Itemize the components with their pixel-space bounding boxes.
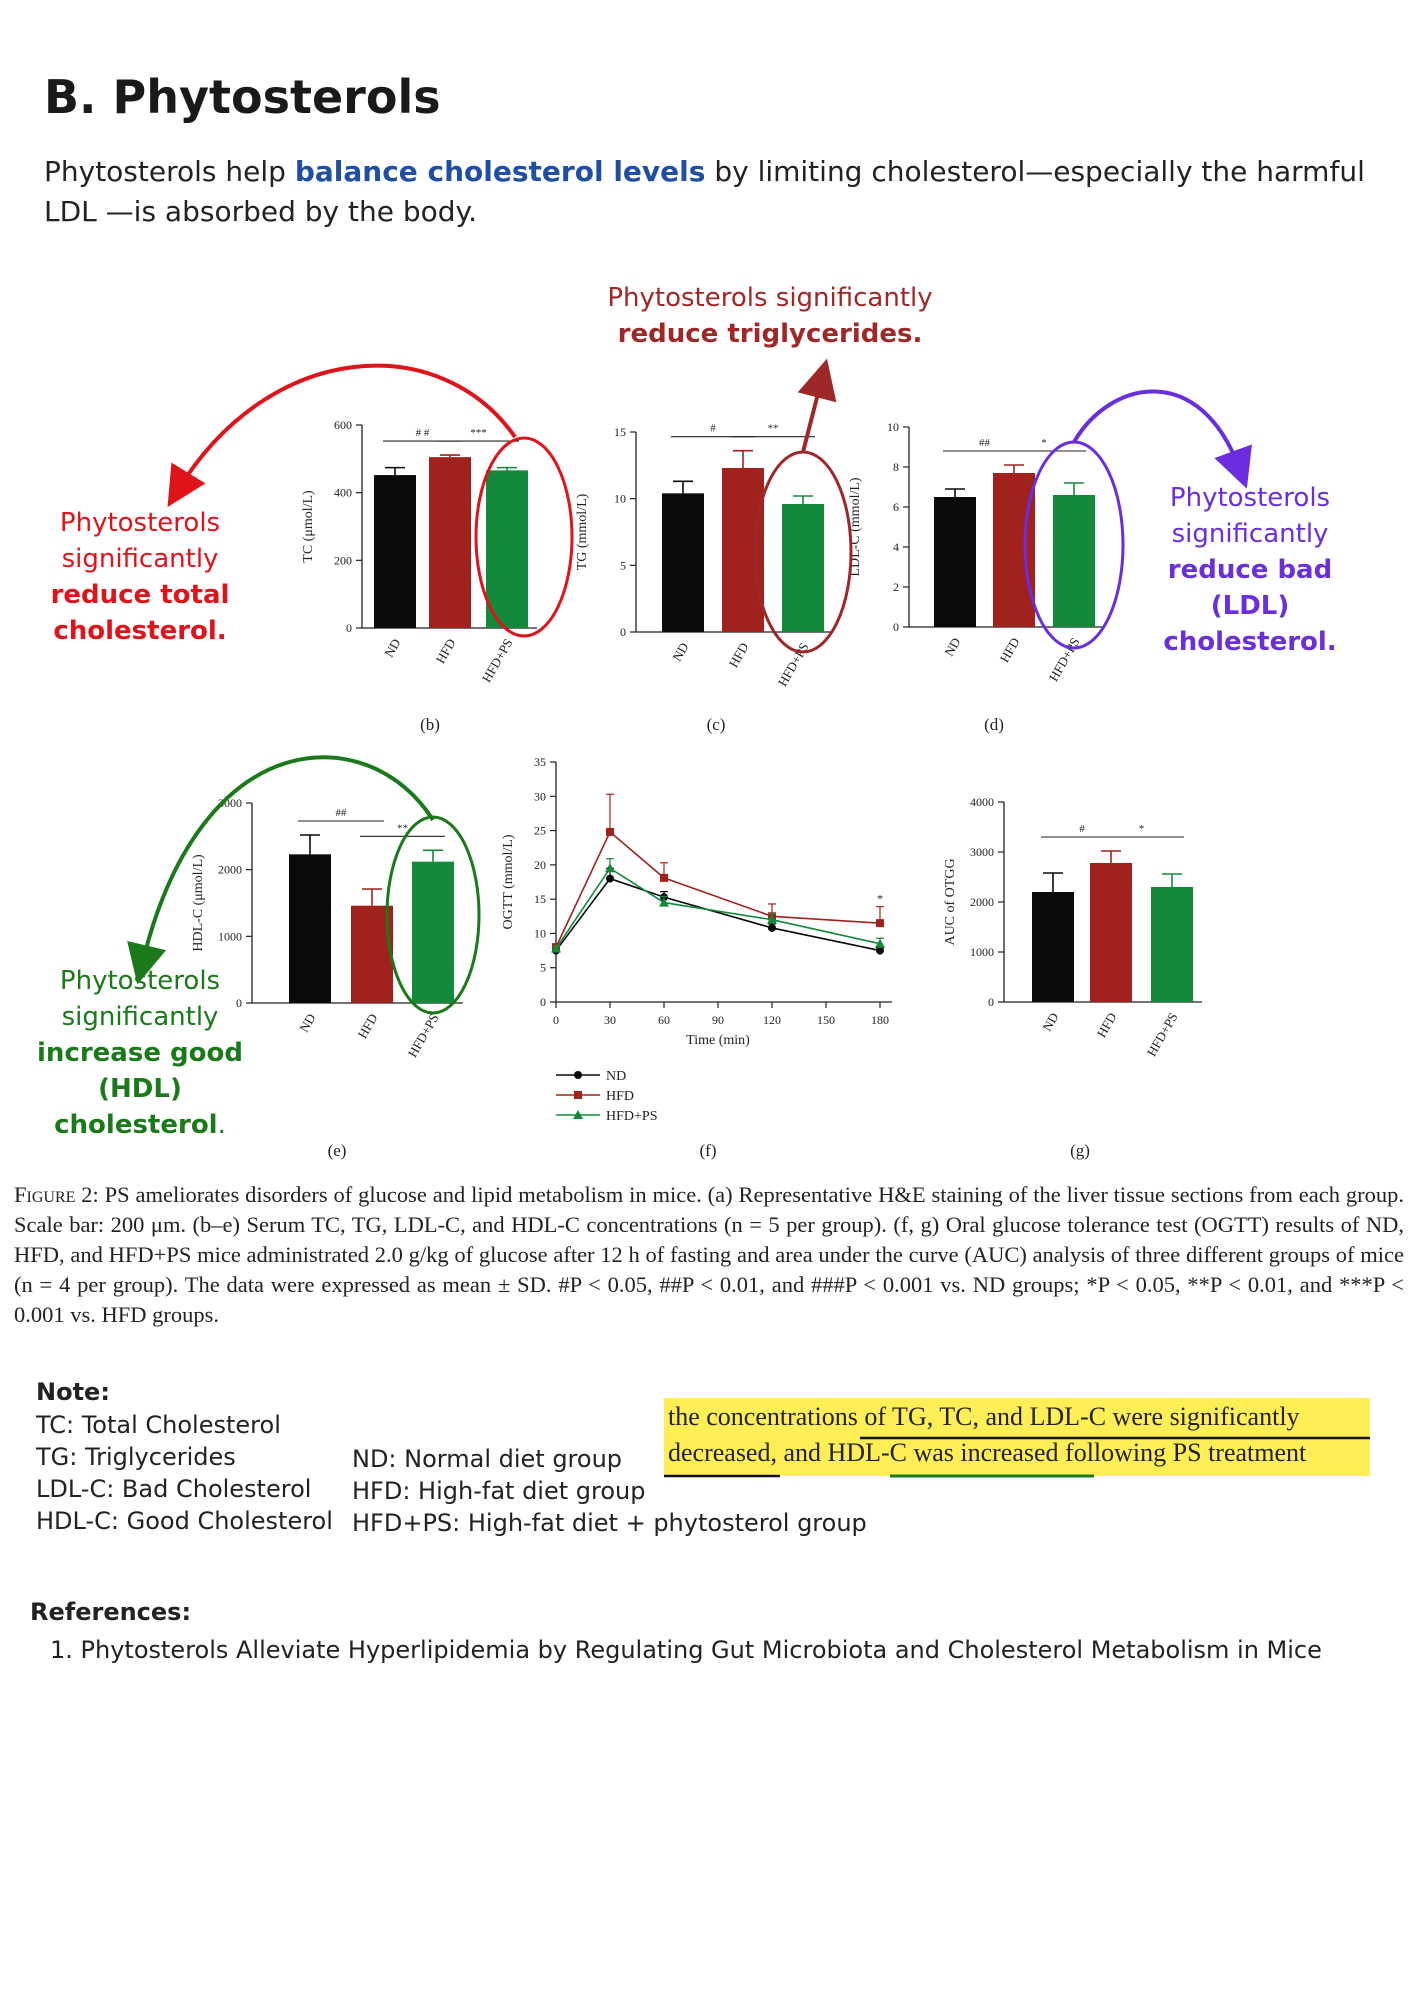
note-right-1: HFD: High-fat diet group [352, 1477, 646, 1505]
note-left-3: HDL-C: Good Cholesterol [36, 1507, 333, 1535]
hdl-annotation-bold2: (HDL) cholesterol [54, 1074, 218, 1140]
chart-g-category-0: ND [1039, 1010, 1062, 1034]
hdl-annotation-line2: significantly [61, 1002, 219, 1032]
chart-f-legend-marker-1 [574, 1091, 582, 1099]
chart-c-y-tick-label-1: 5 [620, 558, 626, 573]
caption-label: Figure 2: [14, 1182, 99, 1207]
hdl-annotation-bold1: increase good [37, 1038, 243, 1068]
chart-d-y-tick-label-2: 4 [893, 540, 899, 554]
chart-f-y-tick-label-2: 10 [534, 926, 546, 941]
chart-e-y-tick-label-0: 0 [236, 996, 242, 1010]
chart-f-legend-marker-0 [574, 1071, 582, 1079]
chart-c-ylabel: TG (mmol/L) [575, 493, 590, 571]
chart-g-sig-label-1: * [1138, 823, 1145, 835]
chart-b-category-2: HFD+PS [478, 636, 516, 685]
highlight-line2: decreased, and HDL-C was increased following PS treatment [668, 1438, 1307, 1467]
chart-f-legend-label-0: ND [606, 1069, 627, 1084]
chart-c-sig-label-0: # [710, 422, 716, 435]
chart-b-sig-label-1: *** [470, 427, 487, 440]
chart-g-y-tick-label-0: 0 [988, 995, 994, 1009]
chart-f-legend-label-2: HFD+PS [606, 1109, 658, 1124]
chart-f-series-0-point-4 [876, 947, 884, 955]
chart-g-bar-0 [1032, 892, 1074, 1002]
chart-b-ylabel: TC (μmol/L) [301, 490, 316, 563]
hdl-annotation [10, 963, 270, 1143]
chart-f-series-line-1 [556, 832, 880, 947]
chart-c-category-2: HFD+PS [774, 640, 812, 689]
chart-g-y-tick-label-1: 1000 [970, 945, 994, 959]
highlight-line1: the concentrations of TG, TC, and LDL-C were significantly [668, 1402, 1300, 1431]
tg-annotation [580, 280, 960, 352]
chart-f-series-0-point-3 [768, 924, 776, 932]
chart-d-sig-label-0: ## [979, 437, 990, 449]
chart-g-panel-label: (g) [1070, 1141, 1090, 1160]
chart-f-y-tick-label-3: 15 [534, 892, 546, 907]
chart-f-x-tick-label-6: 180 [871, 1013, 889, 1027]
chart-b-y-tick-label-3: 600 [334, 418, 352, 432]
highlight-underlines [664, 1436, 1374, 1480]
chart-d-bar-2 [1053, 495, 1095, 627]
chart-c-category-1: HFD [725, 640, 752, 671]
chart-d-y-tick-label-0: 0 [893, 620, 899, 634]
note-right-0: ND: Normal diet group [352, 1445, 623, 1473]
chart-f-series-1-point-1 [606, 828, 614, 836]
chart-f-series-line-0 [556, 879, 880, 951]
chart-e-sig-label-1: ** [397, 822, 408, 835]
note-left-0: TC: Total Cholesterol [36, 1411, 281, 1439]
intro-highlight: balance cholesterol levels [294, 155, 706, 188]
chart-f-series-1-point-2 [660, 874, 668, 882]
chart-b-y-tick-label-1: 200 [334, 553, 352, 568]
chart-c-y-tick-label-3: 15 [614, 425, 626, 439]
chart-d-panel-label: (d) [984, 715, 1004, 734]
chart-d-category-1: HFD [996, 635, 1023, 666]
chart-f-x-tick-label-3: 90 [712, 1013, 724, 1027]
chart-c-panel-label: (c) [706, 715, 726, 734]
chart-e-category-2: HFD+PS [404, 1011, 442, 1060]
chart-f-y-tick-label-0: 0 [540, 995, 546, 1009]
chart-e-category-0: ND [296, 1011, 319, 1035]
note-right-2: HFD+PS: High-fat diet + phytosterol group [352, 1509, 867, 1537]
chart-f-x-tick-label-2: 60 [658, 1013, 670, 1027]
chart-c-category-0: ND [669, 640, 692, 664]
chart-e-ylabel: HDL-C (μmol/L) [191, 854, 206, 952]
ldl-annotation-bold1: reduce bad (LDL) [1167, 555, 1333, 621]
tg-annotation-line1: Phytosterols significantly [607, 283, 933, 313]
tc-annotation-bold2: cholesterol. [53, 616, 227, 646]
chart-f-y-tick-label-5: 25 [534, 823, 546, 838]
chart-f-ylabel: OGTT (mmol/L) [501, 834, 516, 930]
chart-c-y-tick-label-0: 0 [620, 625, 626, 639]
chart-e-panel-label: (e) [327, 1141, 347, 1160]
chart-g-bar-2 [1151, 887, 1193, 1002]
intro-text-end: by limiting cholesterol—especially the harmful LDL —is absorbed by the body. [44, 155, 1365, 228]
chart-d-ylabel: LDL-C (mmol/L) [848, 477, 863, 577]
chart-d-y-tick-label-5: 10 [887, 420, 899, 434]
chart-c-bar-2 [782, 504, 824, 632]
hdl-annotation-line1: Phytosterols [59, 966, 221, 996]
note-left-1: TG: Triglycerides [36, 1443, 236, 1471]
chart-b-panel-label: (b) [420, 715, 440, 734]
chart-e-y-tick-label-2: 2000 [218, 862, 242, 877]
chart-d-bar-1 [993, 473, 1035, 627]
chart-f-xlabel: Time (min) [686, 1033, 750, 1048]
chart-d-category-0: ND [941, 635, 964, 659]
chart-b-bar-0 [374, 475, 416, 628]
chart-f-y-tick-label-6: 30 [534, 789, 546, 804]
chart-c-sig-label-1: ** [767, 422, 779, 435]
chart-d-y-tick-label-4: 8 [893, 460, 899, 474]
chart-f-series-1-point-4 [876, 919, 884, 927]
chart-b-bar-2 [486, 470, 528, 628]
chart-f-series-0-point-1 [606, 875, 614, 883]
chart-f-x-tick-label-1: 30 [604, 1013, 616, 1027]
chart-b-y-tick-label-2: 400 [334, 485, 352, 500]
reference-item: 1. Phytosterols Alleviate Hyperlipidemia by Regulating Gut Microbiota and Cholesterol Metabolism in Mice [50, 1636, 1322, 1664]
caption-text: PS ameliorates disorders of glucose and lipid metabolism in mice. (a) Representative H&E staining of the liver tissue sections from each group. Scale bar: 200 μm. (b–e) Serum TC, TG, LDL-C, and HDL-C concentrations (n = 5 per group). (f, g) Oral glucose tolerance test (OGTT) results of ND, HFD, and HFD+PS mice administrated 2.0 g/kg of glucose after 12 h of fasting and area under the curve (AUC) analysis of three different groups of mice (n = 4 per group). The data were expressed as mean ± SD. #P < 0.05, ##P < 0.01, and ###P < 0.001 vs. ND groups; *P < 0.05, **P < 0.01, and ***P < 0.001 vs. HFD groups. [14, 1182, 1404, 1327]
chart-d-y-tick-label-3: 6 [893, 500, 899, 514]
chart-e-sig-label-0: ## [335, 807, 347, 819]
chart-c-bar-1 [722, 468, 764, 632]
chart-f-annotation: * [877, 891, 883, 906]
chart-f-x-tick-label-4: 120 [763, 1013, 781, 1027]
chart-f-legend-label-1: HFD [606, 1089, 635, 1104]
hdl-annotation-tail: . [217, 1110, 226, 1140]
tc-annotation-line1: Phytosterols [59, 508, 221, 538]
note-left-2: LDL-C: Bad Cholesterol [36, 1475, 312, 1503]
tc-annotation [30, 505, 250, 649]
chart-c-bar-0 [662, 493, 704, 632]
chart-e-bar-0 [289, 854, 331, 1003]
ldl-annotation-bold2: cholesterol. [1163, 627, 1337, 657]
chart-f-x-tick-label-5: 150 [817, 1013, 835, 1027]
intro-text-start: Phytosterols help [44, 155, 295, 188]
ldl-annotation-line1: Phytosterols [1169, 483, 1331, 513]
chart-c-y-tick-label-2: 10 [614, 491, 626, 506]
chart-d-bar-0 [934, 497, 976, 627]
chart-b-y-tick-label-0: 0 [346, 621, 352, 635]
chart-e-bar-2 [412, 862, 454, 1003]
note-title: Note: [36, 1378, 110, 1406]
chart-b-bar-1 [429, 457, 471, 628]
tc-annotation-line2: significantly [61, 544, 219, 574]
chart-g-y-tick-label-4: 4000 [970, 795, 994, 809]
chart-g-bar-1 [1090, 863, 1132, 1002]
chart-e-y-tick-label-1: 1000 [218, 929, 242, 944]
chart-g-y-tick-label-2: 2000 [970, 895, 994, 909]
chart-f-panel-label: (f) [699, 1141, 717, 1160]
tg-annotation-bold1: reduce triglycerides. [617, 319, 923, 349]
tg-arrow [803, 378, 822, 452]
chart-f-y-tick-label-1: 5 [540, 960, 546, 975]
references-title: References: [30, 1598, 192, 1626]
page-title: B. Phytosterols [44, 70, 441, 124]
chart-g-category-2: HFD+PS [1143, 1010, 1181, 1059]
chart-b-category-0: ND [381, 636, 404, 660]
chart-g-ylabel: AUC of OTGG [943, 858, 958, 946]
chart-b-category-1: HFD [432, 636, 459, 667]
chart-f-y-tick-label-4: 20 [534, 857, 546, 872]
chart-f-y-tick-label-7: 35 [534, 755, 546, 769]
chart-e-y-tick-label-3: 3000 [218, 796, 242, 810]
chart-g-sig-label-0: # [1079, 823, 1085, 835]
ldl-annotation-line2: significantly [1171, 519, 1329, 549]
chart-b-sig-label-0: # # [415, 427, 430, 440]
ldl-annotation [1130, 480, 1370, 660]
chart-g-category-1: HFD [1093, 1010, 1120, 1041]
figure-caption [14, 1180, 1404, 1330]
chart-d-sig-label-1: * [1041, 437, 1047, 449]
chart-d-y-tick-label-1: 2 [893, 580, 899, 594]
chart-g-y-tick-label-3: 3000 [970, 845, 994, 859]
chart-d-category-2: HFD+PS [1045, 635, 1083, 684]
chart-f-series-line-2 [556, 868, 880, 948]
tc-annotation-bold1: reduce total [50, 580, 230, 610]
chart-e-category-1: HFD [354, 1011, 381, 1042]
chart-f-x-tick-label-0: 0 [553, 1013, 559, 1027]
